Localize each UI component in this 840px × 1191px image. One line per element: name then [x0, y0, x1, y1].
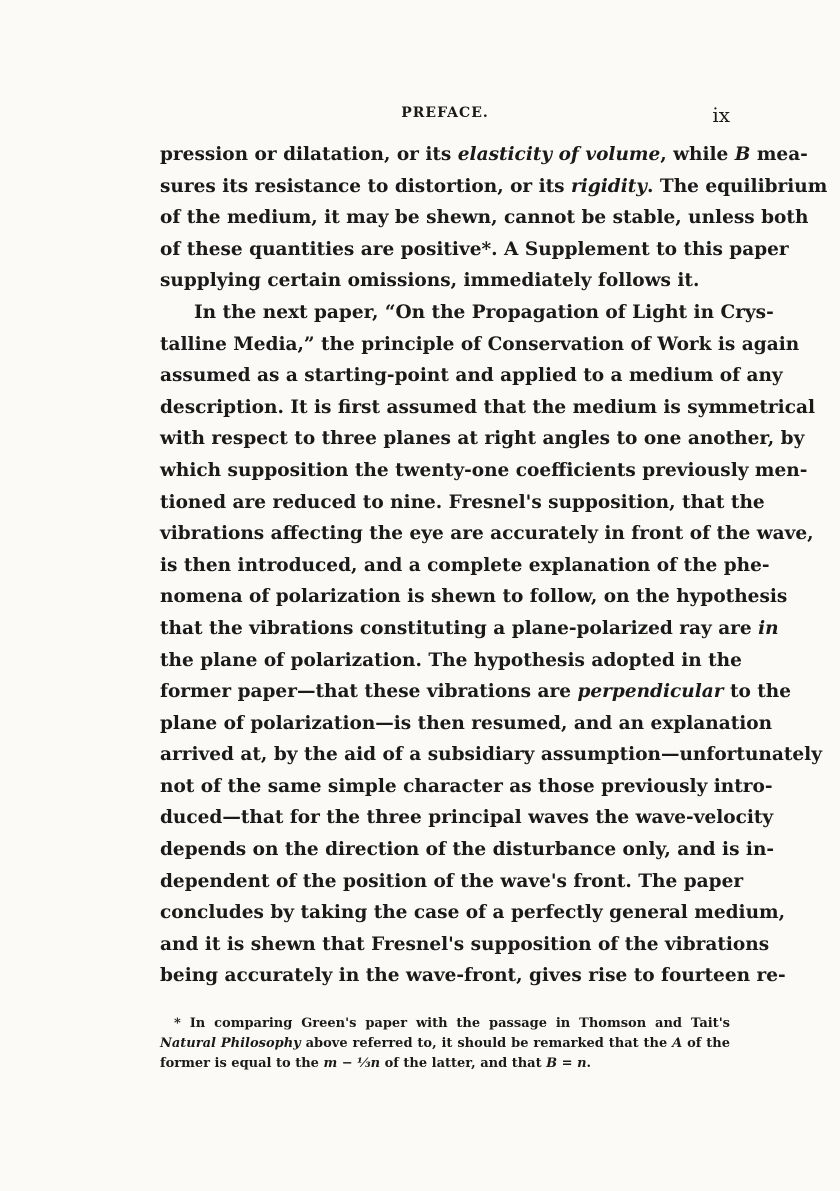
math-expression: m − ⅓n — [323, 1056, 381, 1071]
text-line: which supposition the twenty-one coefficients previously men- — [160, 459, 808, 481]
math-expression: B = n — [546, 1056, 587, 1071]
text-line: that the vibrations constituting a plane-polarized ray are in — [160, 617, 779, 639]
text-line: nomena of polarization is shewn to follow, on the hypothesis — [160, 586, 788, 608]
page-number: ix — [712, 103, 730, 127]
text-line: description. It is first assumed that the medium is symmetrical — [160, 396, 815, 418]
text-line: is then introduced, and a complete explanation of the phe- — [160, 554, 770, 576]
text-line: not of the same simple character as those previously intro- — [160, 775, 773, 797]
text-line: supplying certain omissions, immediately follows it. — [160, 270, 700, 292]
body-text — [160, 139, 828, 992]
emphasis: perpendicular — [577, 681, 724, 703]
text-line: the plane of polarization. The hypothesis adopted in the — [160, 649, 742, 671]
text-line: plane of polarization—is then resumed, and an explanation — [160, 712, 773, 734]
text-line: of these quantities are positive*. A Supplement to this paper — [160, 238, 789, 260]
footnote-line: * In comparing Green's paper with the passage in Thomson and Tait's — [174, 1016, 730, 1031]
emphasis: in — [758, 617, 779, 639]
text-line: duced—that for the three principal waves the wave-velocity — [160, 807, 774, 829]
text-line: with respect to three planes at right angles to one another, by — [160, 428, 805, 450]
text-line: depends on the direction of the disturbance only, and is in- — [160, 839, 775, 861]
variable: B — [734, 144, 751, 165]
footnote — [160, 1014, 730, 1074]
emphasis: rigidity — [571, 175, 648, 197]
page-header — [160, 103, 730, 129]
running-head: PREFACE. — [401, 105, 489, 121]
text-line: dependent of the position of the wave's front. The paper — [160, 870, 744, 892]
text-line: talline Media,” the principle of Conservation of Work is again — [160, 333, 800, 355]
text-line: vibrations affecting the eye are accurately in front of the wave, — [160, 523, 814, 545]
text-line: pression or dilatation, or its elasticity of volume, while B mea- — [160, 144, 808, 165]
footnote-line: Natural Philosophy above referred to, it should be remarked that the A of the — [160, 1036, 731, 1051]
text-line: assumed as a starting-point and applied to a medium of any — [160, 365, 783, 387]
text-line: being accurately in the wave-front, gives rise to fourteen re- — [160, 965, 786, 987]
text-line: concludes by taking the case of a perfectly general medium, — [160, 902, 786, 924]
text-line: and it is shewn that Fresnel's supposition of the vibrations — [160, 933, 770, 955]
book-title: Natural Philosophy — [160, 1036, 301, 1051]
emphasis: elasticity of volume — [457, 144, 661, 165]
text-line: sures its resistance to distortion, or its rigidity. The equilibrium — [160, 175, 828, 197]
variable: A — [672, 1036, 683, 1051]
text-line: of the medium, it may be shewn, cannot be stable, unless both — [160, 207, 809, 229]
text-line: former paper—that these vibrations are perpendicular to the — [160, 681, 792, 703]
text-line: arrived at, by the aid of a subsidiary assumption—unfortunately — [160, 744, 822, 766]
footnote-line: former is equal to the m − ⅓n of the latter, and that B = n. — [160, 1056, 592, 1071]
text-line: tioned are reduced to nine. Fresnel's supposition, that the — [160, 491, 765, 513]
text-line: In the next paper, “On the Propagation of Light in Crys- — [194, 301, 774, 323]
